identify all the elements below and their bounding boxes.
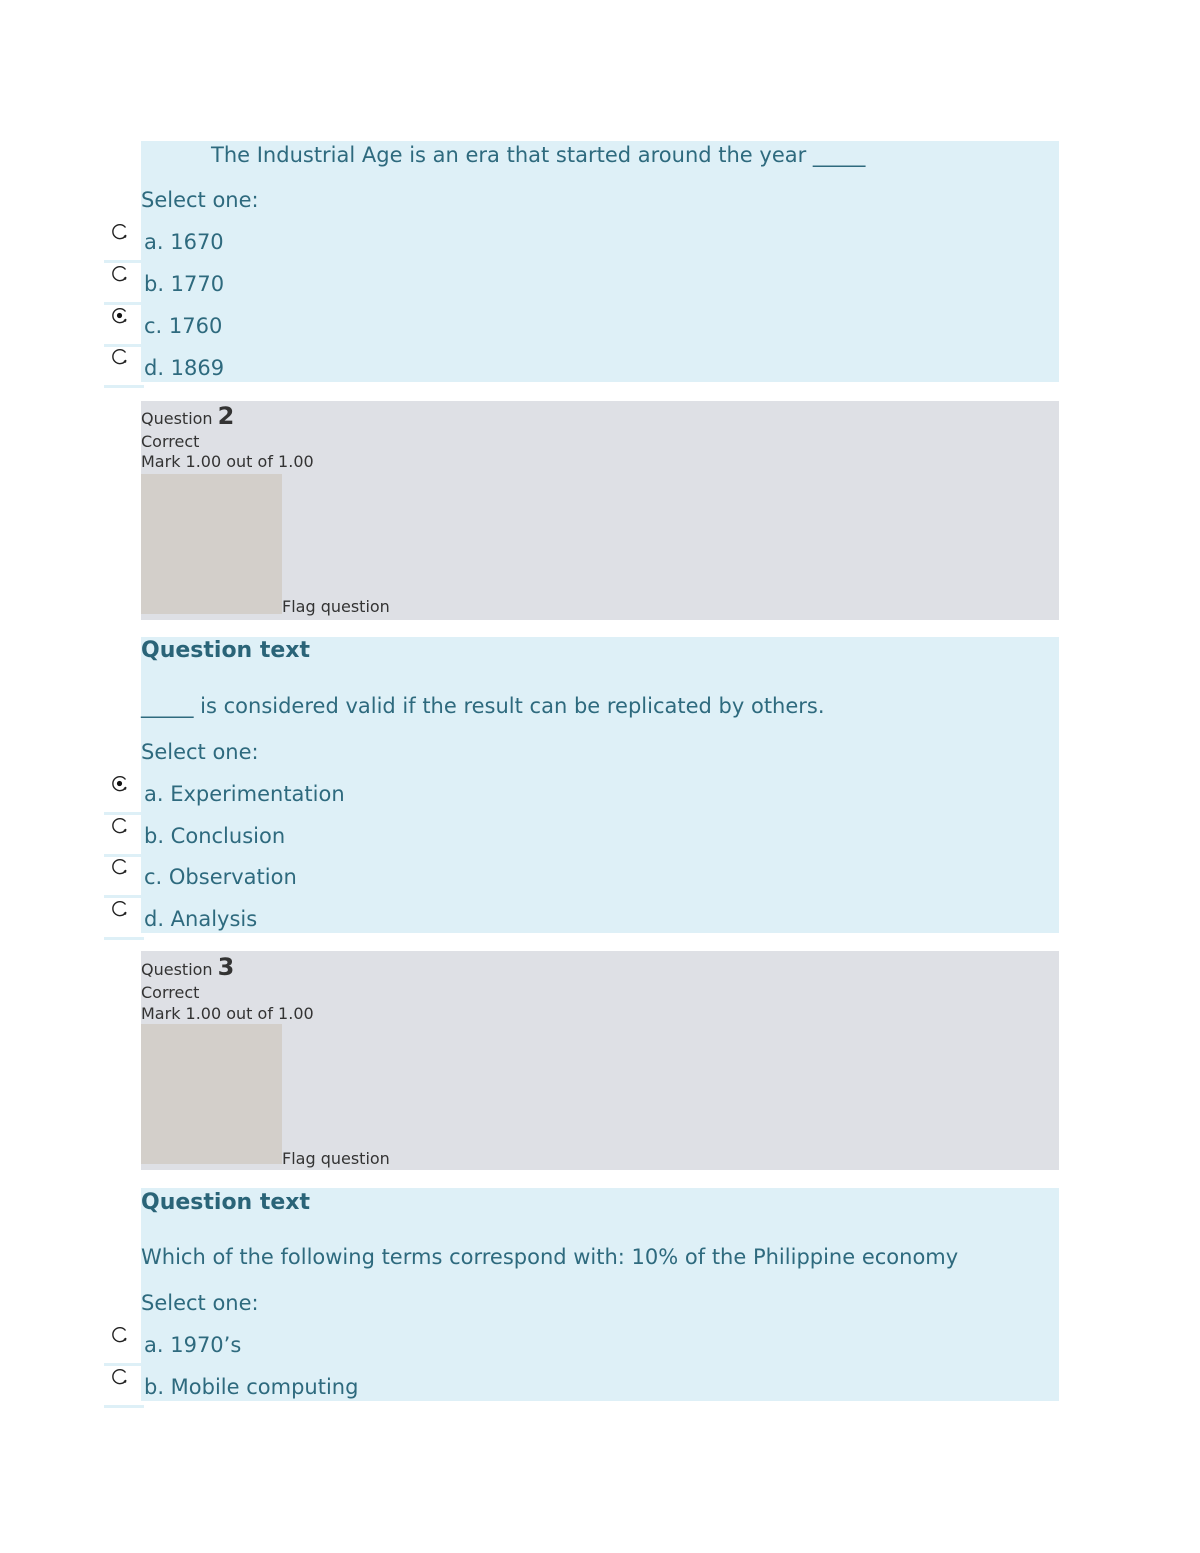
radio-unselected-icon [109, 898, 131, 920]
radio-unselected-icon [109, 1324, 131, 1346]
radio-unselected-icon [109, 1366, 131, 1388]
question-3-number [141, 953, 235, 981]
radio-unselected-icon [109, 346, 131, 368]
question-3-flag-button[interactable]: Flag question [282, 1149, 390, 1168]
question-2-option-d-radio[interactable] [104, 898, 144, 940]
question-1-option-b-radio[interactable] [104, 263, 144, 305]
question-number: 2 [217, 402, 235, 430]
question-1-option-d-radio[interactable] [104, 346, 144, 388]
question-2-flag-button[interactable]: Flag question [282, 597, 390, 616]
question-3-option-a-label[interactable]: a. 1970’s [144, 1333, 242, 1357]
question-3-option-b-label[interactable]: b. Mobile computing [144, 1375, 359, 1399]
radio-selected-icon [109, 773, 131, 795]
radio-selected-icon [109, 305, 131, 327]
question-number: 3 [217, 953, 235, 981]
question-2-option-a-label[interactable]: a. Experimentation [144, 782, 345, 806]
radio-unselected-icon [109, 815, 131, 837]
question-3-formulation [141, 1188, 1059, 1401]
question-1-option-c-radio[interactable] [104, 305, 144, 347]
question-2-option-d-label[interactable]: d. Analysis [144, 907, 258, 931]
question-label: Question [141, 409, 213, 428]
question-2-option-c-label[interactable]: c. Observation [144, 865, 297, 889]
question-2-text: _____ is considered valid if the result can be replicated by others. [141, 694, 825, 718]
radio-unselected-icon [109, 263, 131, 285]
question-3-status: Correct [141, 983, 200, 1002]
question-3-select-prompt: Select one: [141, 1291, 259, 1315]
flag-question-icon[interactable] [141, 474, 282, 614]
question-3-option-a-radio[interactable] [104, 1324, 144, 1366]
question-1-option-c-label[interactable]: c. 1760 [144, 314, 223, 338]
flag-question-icon[interactable] [141, 1024, 282, 1164]
question-3-heading: Question text [141, 1190, 311, 1215]
question-2-option-b-label[interactable]: b. Conclusion [144, 824, 286, 848]
question-2-heading: Question text [141, 638, 311, 663]
radio-unselected-icon [109, 221, 131, 243]
question-1-option-b-label[interactable]: b. 1770 [144, 272, 225, 296]
question-1-option-a-radio[interactable] [104, 221, 144, 263]
question-2-select-prompt: Select one: [141, 740, 259, 764]
question-2-number [141, 402, 235, 430]
question-2-mark: Mark 1.00 out of 1.00 [141, 452, 314, 471]
question-2-option-a-radio[interactable] [104, 773, 144, 815]
question-1-option-d-label[interactable]: d. 1869 [144, 356, 225, 380]
question-3-option-b-radio[interactable] [104, 1366, 144, 1408]
question-1-formulation [141, 141, 1059, 382]
question-2-option-c-radio[interactable] [104, 856, 144, 898]
question-label: Question [141, 960, 213, 979]
radio-unselected-icon [109, 856, 131, 878]
question-2-option-b-radio[interactable] [104, 815, 144, 857]
question-1-text: The Industrial Age is an era that started around the year _____ [211, 143, 866, 167]
question-3-mark: Mark 1.00 out of 1.00 [141, 1004, 314, 1023]
question-3-text: Which of the following terms correspond with: 10% of the Philippine economy [141, 1245, 959, 1269]
question-1-option-a-label[interactable]: a. 1670 [144, 230, 224, 254]
question-2-status: Correct [141, 432, 200, 451]
question-1-select-prompt: Select one: [141, 188, 259, 212]
